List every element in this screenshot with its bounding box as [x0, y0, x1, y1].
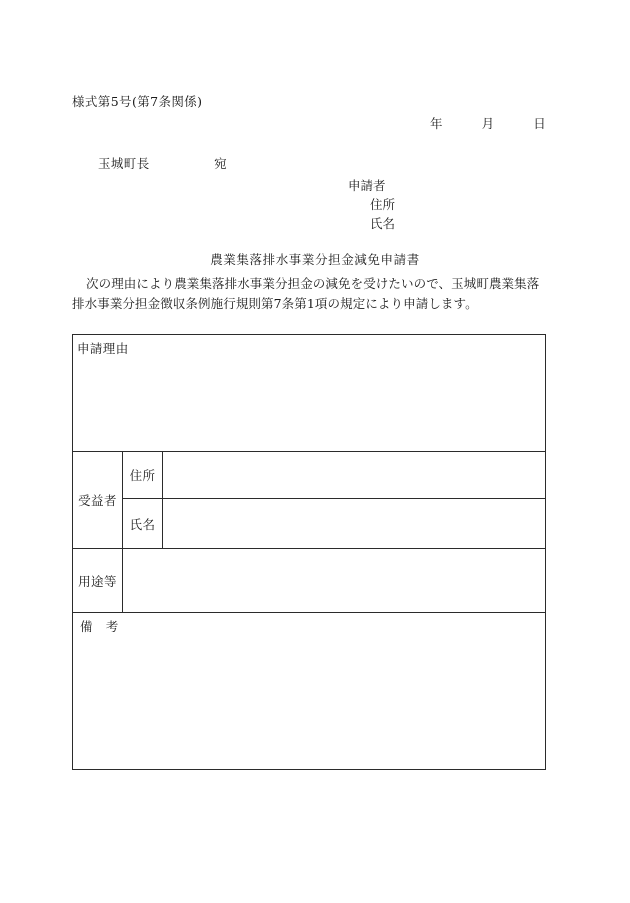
table-row-beneficiary-name — [73, 499, 546, 549]
application-table — [72, 334, 546, 770]
reason-label: 申請理由 — [73, 335, 546, 452]
applicant-name-label: 氏名 — [370, 216, 396, 231]
beneficiary-address-label: 住所 — [123, 452, 163, 499]
beneficiary-name-label: 氏名 — [123, 499, 163, 549]
addressee-line: 玉城町長 宛 — [98, 156, 228, 171]
form-number: 様式第5号(第7条関係) — [72, 94, 203, 109]
remarks-label: 備 考 — [73, 613, 546, 770]
date-line: 年 月 日 — [430, 116, 547, 131]
table-row-remarks — [73, 613, 546, 770]
body-paragraph — [72, 274, 546, 313]
beneficiary-name-value[interactable] — [163, 499, 546, 549]
table-row-usage — [73, 549, 546, 613]
usage-label: 用途等 — [73, 549, 123, 613]
table-row-reason — [73, 335, 546, 452]
usage-value[interactable] — [123, 549, 546, 613]
applicant-block — [348, 176, 395, 233]
beneficiary-address-value[interactable] — [163, 452, 546, 499]
body-line-1: 次の理由により農業集落排水事業分担金の減免を受けたいので、玉城町農業集落排水事 — [72, 276, 540, 311]
beneficiary-label: 受益者 — [73, 452, 123, 549]
applicant-address-label: 住所 — [370, 197, 396, 212]
body-line-2: 業分担金徴収条例施行規則第7条第1項の規定により申請します。 — [109, 295, 478, 311]
applicant-heading: 申請者 — [348, 178, 386, 193]
table-row-beneficiary-address — [73, 452, 546, 499]
document-title: 農業集落排水事業分担金減免申請書 — [210, 252, 420, 267]
